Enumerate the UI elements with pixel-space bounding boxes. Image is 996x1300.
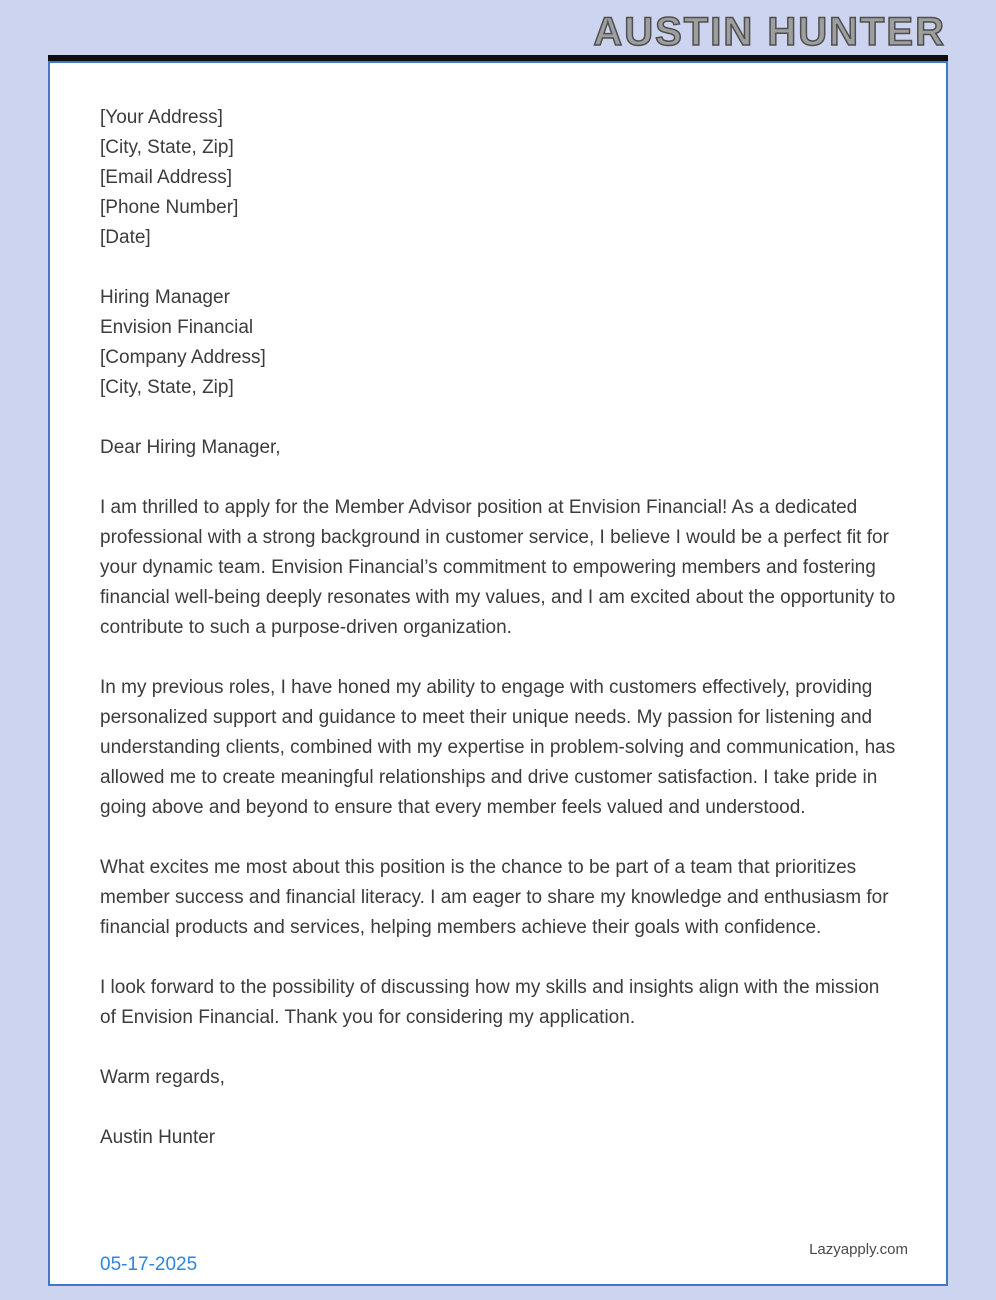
letter-content <box>50 63 946 1153</box>
body-paragraph: In my previous roles, I have honed my ability to engage with customers effectively, providing personalized support and guidance to meet their unique needs. My passion for listening and understanding clients, combined with my expertise in problem-solving and communication, has allowed me to create meaningful relationships and drive customer satisfaction. I take pride in going above and beyond to ensure that every member feels valued and understood. <box>100 677 896 818</box>
recipient-line: Hiring Manager <box>100 287 230 308</box>
closing: Warm regards, <box>100 1067 225 1088</box>
recipient-address-block <box>100 283 896 403</box>
sender-address-line: [Phone Number] <box>100 197 239 218</box>
watermark-text: Lazyapply.com <box>809 1241 908 1258</box>
body-paragraph: I look forward to the possibility of discussing how my skills and insights align with the mission of Envision Financial. Thank you for considering my application. <box>100 977 880 1028</box>
body-paragraph: I am thrilled to apply for the Member Advisor position at Envision Financial! As a dedicated professional with a strong background in customer service, I believe I would be a perfect fit for your dynamic team. Envision Financial’s commitment to empowering members and fostering financial well-being deeply resonates with my values, and I am excited about the opportunity to contribute to such a purpose-driven organization. <box>100 497 896 638</box>
sender-address-block <box>100 103 896 253</box>
sender-address-line: [City, State, Zip] <box>100 137 234 158</box>
sender-address-line: [Your Address] <box>100 107 223 128</box>
salutation: Dear Hiring Manager, <box>100 437 281 458</box>
sender-address-line: [Date] <box>100 227 151 248</box>
footer-date: 05-17-2025 <box>100 1254 198 1275</box>
recipient-line: [Company Address] <box>100 347 266 368</box>
recipient-line: [City, State, Zip] <box>100 377 234 398</box>
letter-page <box>48 61 948 1286</box>
recipient-line: Envision Financial <box>100 317 254 338</box>
sender-address-line: [Email Address] <box>100 167 232 188</box>
page-title: AUSTIN HUNTER <box>593 10 946 54</box>
body-paragraph: What excites me most about this position is the chance to be part of a team that prioritizes member success and financial literacy. I am eager to share my knowledge and enthusiasm for financial products and services, helping members achieve their goals with confidence. <box>100 857 889 938</box>
signature: Austin Hunter <box>100 1127 216 1148</box>
